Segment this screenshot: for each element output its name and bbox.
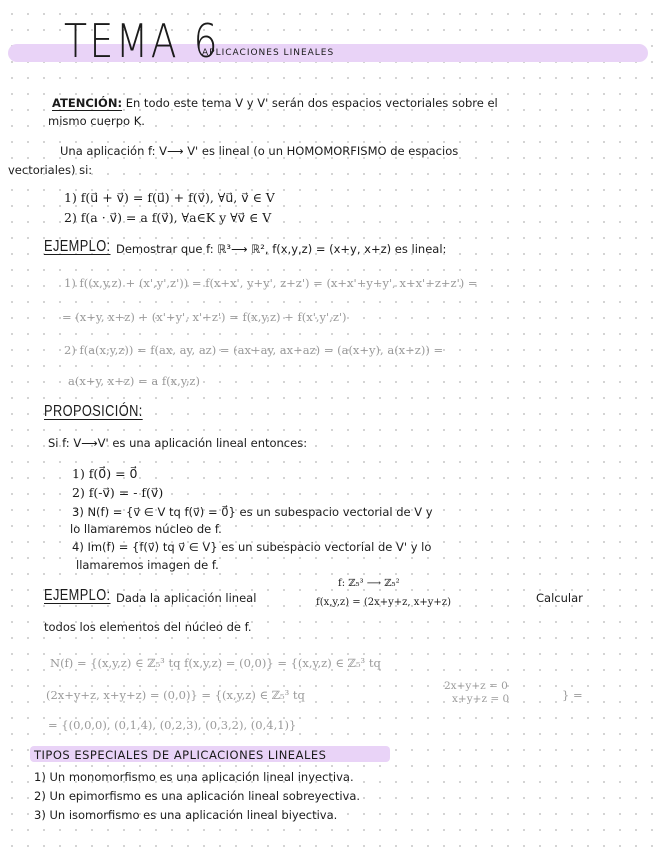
page-subtitle: APLICACIONES LINEALES — [202, 48, 335, 58]
definition-line-1: Una aplicación f: V⟶ V' es lineal (o un HOMOMORFISMO de espacios — [60, 144, 459, 158]
example-1-label: EJEMPLO: — [44, 238, 111, 255]
example-2-line-1: N(f) = {(x,y,z) ∈ ℤ₅³ tq f(x,y,z) = (0,0)} = {(x,y,z) ∈ ℤ₅³ tq — [50, 656, 381, 670]
atencion-text-2: mismo cuerpo K. — [48, 114, 145, 128]
atencion-line-1 — [52, 96, 498, 110]
condition-2: 2) f(a · v⃗) = a f(v⃗), ∀a∈K y ∀v⃗ ∈ V — [64, 210, 272, 225]
proposition-item-3a: 3) N(f) = {v⃗ ∈ V tq f(v⃗) = 0⃗} es un subespacio vectorial de V y — [72, 505, 433, 519]
proposition-item-3b: lo llamaremos núcleo de f. — [70, 522, 222, 536]
types-item-1: 1) Un monomorfismo es una aplicación lineal inyectiva. — [34, 770, 354, 784]
proposition-item-4a: 4) Im(f) = {f(v⃗) tq v⃗ ∈ V} es un subespacio vectorial de V' y lo — [72, 540, 432, 554]
proposition-intro: Si f: V⟶V' es una aplicación lineal entonces: — [48, 436, 308, 450]
example-2-line-2a: (2x+y+z, x+y+z) = (0,0)} = {(x,y,z) ∈ ℤ₅³ tq — [46, 688, 305, 702]
example-2-text-1: Dada la aplicación lineal — [116, 591, 257, 605]
example-2-line-3: = {(0,0,0), (0,1,4), (0,2,3), (0,3,2), (0,4,1)} — [48, 718, 297, 732]
example-2-label: EJEMPLO: — [44, 587, 111, 604]
example-1-line-1: 1) f((x,y,z) + (x',y',z')) = f(x+x', y+y', z+z') = (x+x'+y+y', x+x'+z+z') = — [64, 276, 478, 290]
page-title: TEMA 6 — [64, 14, 220, 68]
atencion-text-1: En todo este tema V y V' serán dos espacios vectoriales sobre el — [125, 96, 498, 110]
example-2-line-2b: } = — [562, 688, 583, 702]
example-1-line-4: a(x+y, x+z) = a f(x,y,z) — [68, 374, 200, 388]
types-label: TIPOS ESPECIALES DE APLICACIONES LINEALES — [34, 748, 327, 762]
system-eq-1: 2x+y+z = 0 — [444, 680, 508, 692]
example-1-line-3: 2) f(a(x,y,z)) = f(ax, ay, az) = (ax+ay, ax+az) = (a(x+y), a(x+z)) = — [64, 343, 444, 357]
definition-line-2: vectoriales) si: — [8, 163, 93, 177]
types-item-2: 2) Un epimorfismo es una aplicación lineal sobreyectiva. — [34, 789, 361, 803]
proposition-item-1: 1) f(0⃗) = 0⃗ — [72, 466, 138, 481]
example-1-statement: Demostrar que f: ℝ³⟶ ℝ², f(x,y,z) = (x+y, x+z) es lineal: — [116, 242, 447, 256]
example-2-map-top: f: ℤ₅³ ⟶ ℤ₅² — [338, 578, 400, 589]
example-2-map-bottom: f(x,y,z) = (2x+y+z, x+y+z) — [316, 597, 451, 608]
proposition-label: PROPOSICIÓN: — [44, 403, 143, 420]
example-2-text-3: todos los elementos del núcleo de f. — [44, 620, 252, 634]
example-1-line-2: = (x+y, x+z) + (x'+y', x'+z') = f(x,y,z) + f(x',y',z') — [62, 310, 347, 324]
condition-1: 1) f(u⃗ + v⃗) = f(u⃗) + f(v⃗), ∀u⃗, v⃗ ∈ V — [64, 190, 275, 205]
proposition-item-2: 2) f(-v⃗) = - f(v⃗) — [72, 485, 164, 500]
types-item-3: 3) Un isomorfismo es una aplicación lineal biyectiva. — [34, 808, 338, 822]
system-eq-2: x+y+z = 0 — [452, 693, 510, 705]
example-2-text-2: Calcular — [536, 591, 583, 605]
proposition-item-4b: llamaremos imagen de f. — [76, 558, 219, 572]
atencion-label: ATENCIÓN: — [52, 96, 123, 110]
